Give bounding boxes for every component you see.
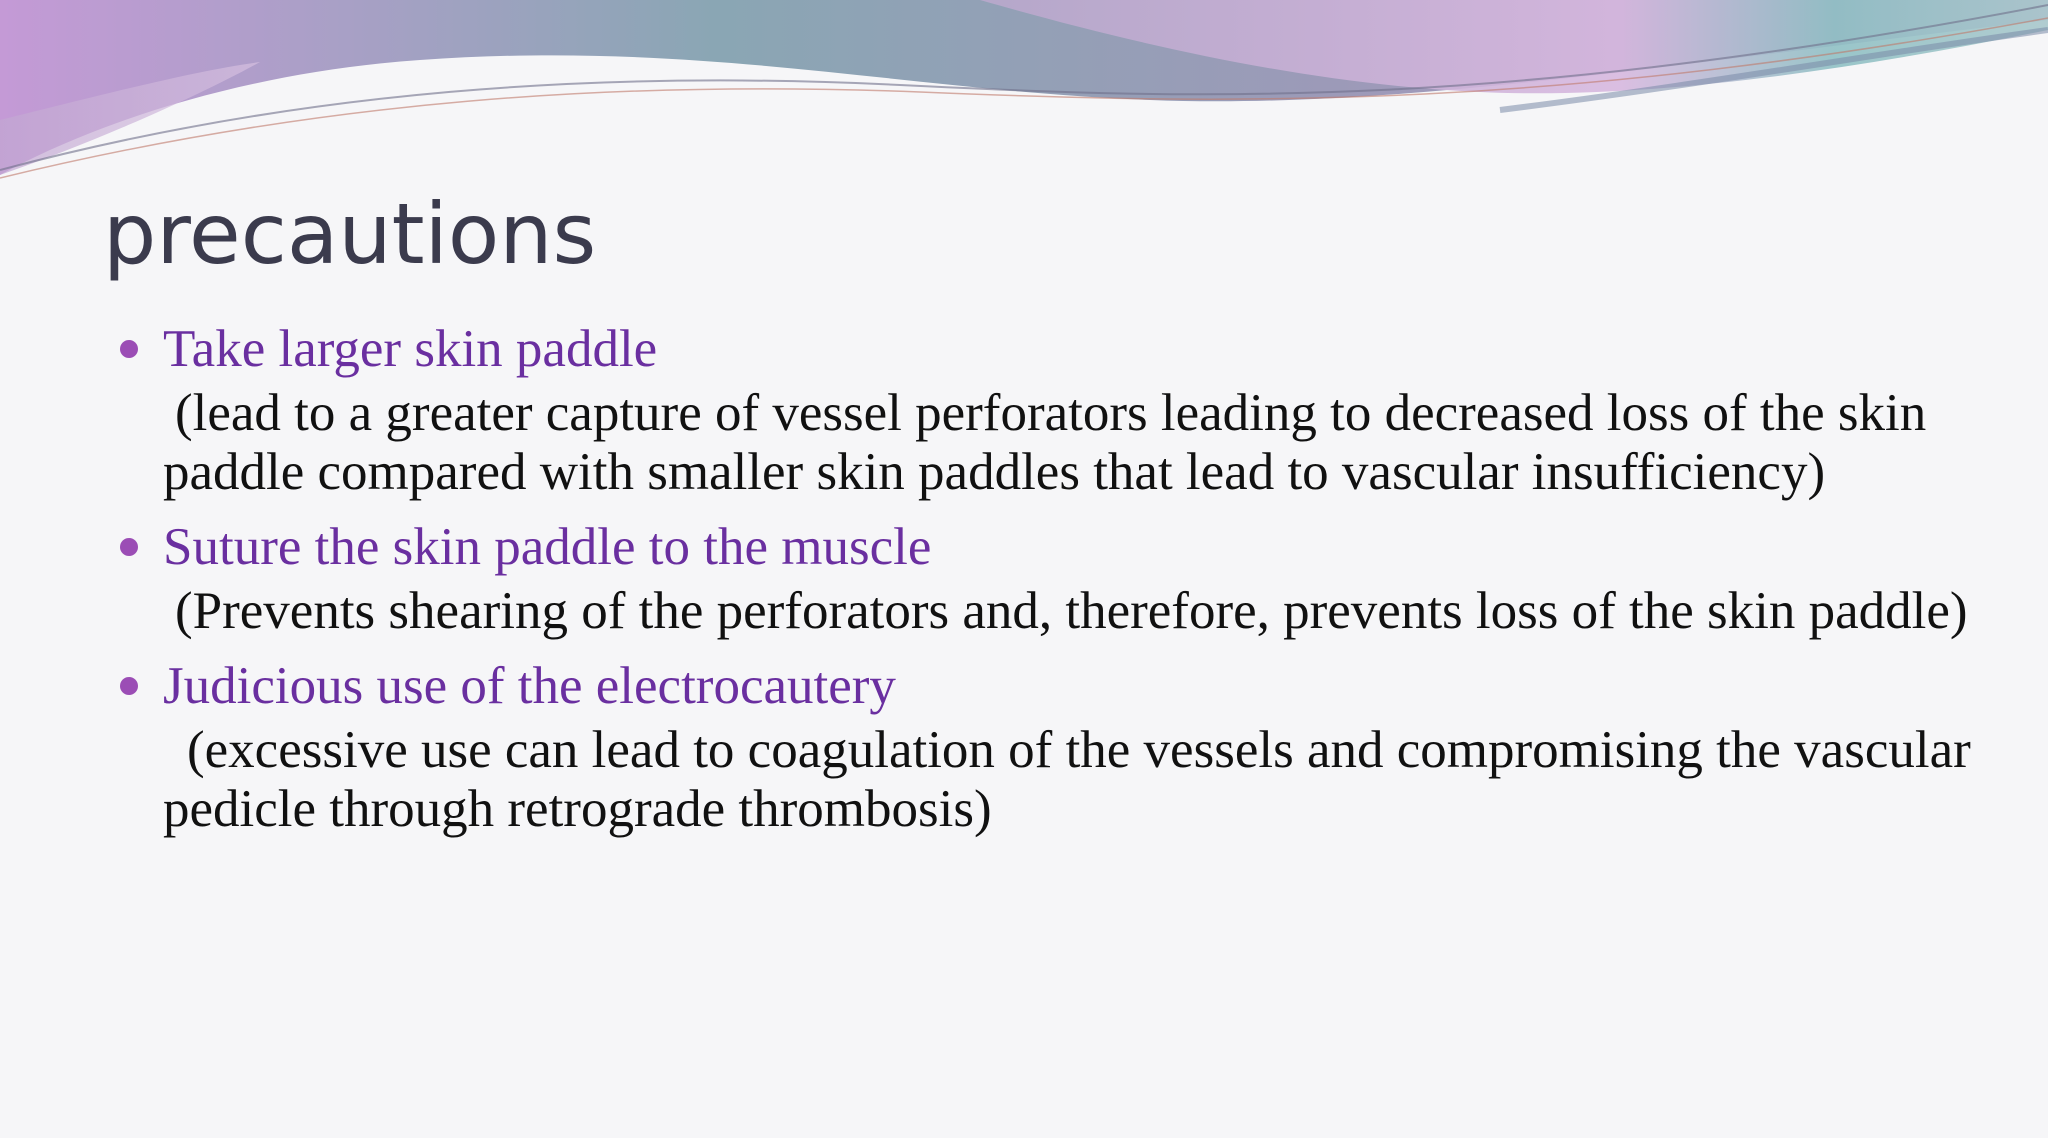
- item-heading: Judicious use of the electrocautery: [163, 657, 896, 715]
- list-item: [0, 516, 2048, 641]
- bullet-dot-icon: [120, 340, 138, 358]
- bullet-dot-icon: [120, 677, 138, 695]
- list-item: [0, 655, 2048, 839]
- header-wave-decoration: [0, 0, 2048, 190]
- item-detail: (Prevents shearing of the perforators and, therefore, prevents loss of the skin paddle): [175, 582, 1968, 640]
- slide-title: precautions: [103, 185, 597, 283]
- item-detail: (excessive use can lead to coagulation of the vessels and compromising the vascular pedicle through retrograde thrombosis): [163, 721, 1971, 838]
- bullet-dot-icon: [120, 538, 138, 556]
- item-heading: Take larger skin paddle: [163, 320, 658, 378]
- item-detail: (lead to a greater capture of vessel perforators leading to decreased loss of the skin paddle compared with smaller skin paddles that lead to vascular insufficiency): [163, 384, 1927, 501]
- item-heading: Suture the skin paddle to the muscle: [163, 518, 932, 576]
- bullet-list: [0, 318, 2048, 839]
- list-item: [0, 318, 2048, 502]
